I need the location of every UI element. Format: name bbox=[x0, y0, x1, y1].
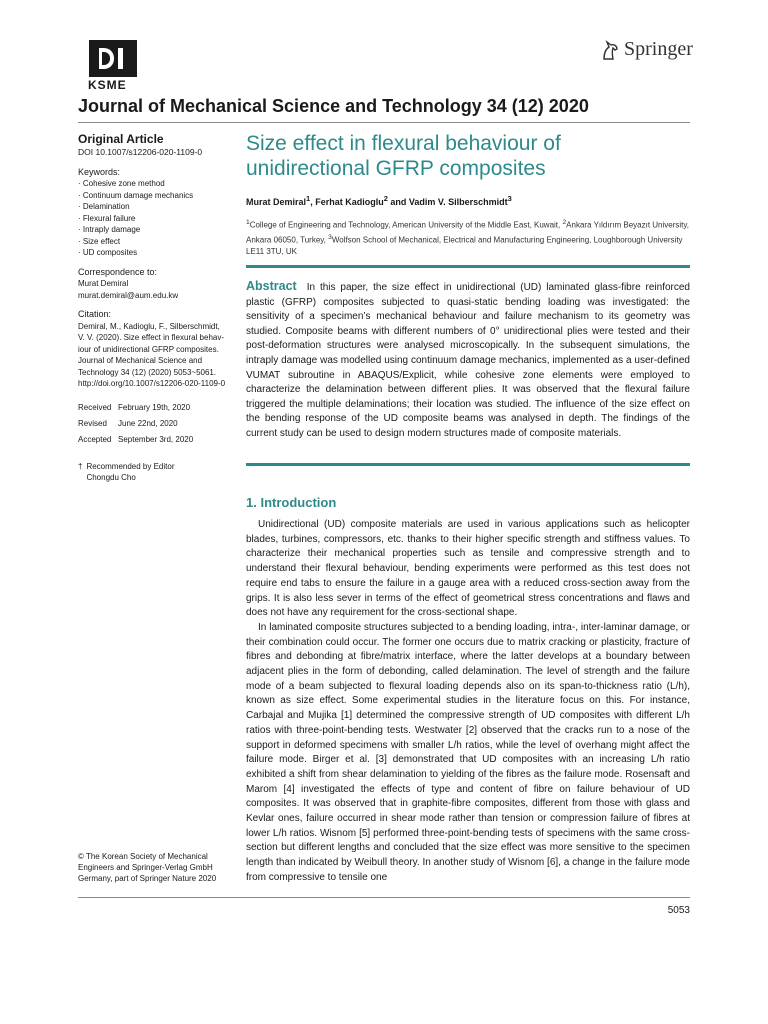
springer-horse-icon bbox=[600, 39, 620, 61]
keyword-item: · Size effect bbox=[78, 236, 121, 246]
abstract-text: In this paper, the size effect in unidirectional (UD) laminated glass-fibre reinforced plastic (GFRP) composites subjected to quasi-static bending loading was investigated: the sensitivity of a specimen’s mechanical behaviour and failure mechanism to its geometry was studied. Composite beams with different numbers of 0° unidirectional plies were tested and their post-deformation structures were analysed microscopically. In the subsequent simulations, the intraply damage was modelled using continuum damage mechanics, implemented as a user-defined VUMAT subroutine in ABAQUS/Explicit, while cohesive zone elements were employed to characterize the delamination between different plies. It was observed that the flexural failure triggered the multiple delaminations; their location was studied. The influence of the size effect on the bending response of the UD composite beams was analysed in depth. The findings of the current study can be used to design modern structures made of composite materials. bbox=[246, 282, 690, 439]
abstract-bottom-bar bbox=[246, 463, 690, 466]
keyword-item: · UD composites bbox=[78, 248, 138, 257]
correspondence-email[interactable]: murat.demiral@aum.edu.kw bbox=[78, 290, 179, 300]
date-value: June 22nd, 2020 bbox=[118, 418, 178, 428]
date-label: Revised bbox=[78, 418, 107, 428]
keywords-label: Keywords: bbox=[78, 166, 121, 177]
affiliation-mark: 1 bbox=[246, 219, 250, 226]
date-label: Accepted bbox=[78, 434, 112, 444]
date-value: February 19th, 2020 bbox=[118, 402, 191, 412]
copyright-line: © The Korean Society of Mechanical bbox=[78, 852, 208, 861]
affiliation-2: Ankara Yıldırım Beyazıt University, Ankara 06050, Turkey, bbox=[246, 220, 690, 245]
article-dates bbox=[78, 402, 228, 445]
abstract-block bbox=[246, 279, 690, 442]
journal-title: Journal of Mechanical Science and Technology 34 (12) 2020 bbox=[78, 96, 589, 116]
citation-line: Technology 34 (12) (2020) 5053~5061. bbox=[78, 367, 217, 377]
abstract-top-bar bbox=[246, 265, 690, 268]
citation-doi-link[interactable]: http://doi.org/10.1007/s12206-020-1109-0 bbox=[78, 379, 226, 388]
article-title: Size effect in flexural behaviour of unidirectional GFRP composites bbox=[246, 132, 561, 180]
author-affiliation-mark: 1 bbox=[306, 194, 311, 203]
date-value: September 3rd, 2020 bbox=[118, 434, 194, 444]
keyword-item: · Continuum damage mechanics bbox=[78, 190, 194, 200]
citation-line: V. V. (2020). Size effect in flexural behav- bbox=[78, 333, 225, 342]
copyright-line: Germany, part of Springer Nature 2020 bbox=[78, 874, 217, 883]
affiliation-3: Wolfson School of Mechanical, Electrical and Manufacturing Engineering, Loughborough University LE11 3TU, UK bbox=[246, 235, 683, 257]
keyword-item: · Intraply damage bbox=[78, 225, 141, 234]
ksme-logo-text: KSME bbox=[88, 78, 127, 92]
springer-logo bbox=[600, 38, 693, 61]
affiliation-mark: 2 bbox=[562, 219, 567, 226]
page-number: 5053 bbox=[667, 905, 690, 916]
abstract-heading: Abstract bbox=[246, 279, 297, 293]
citation-line: Demiral, M., Kadioglu, F., Silberschmidt, bbox=[78, 321, 220, 331]
affiliation-mark: 3 bbox=[328, 233, 332, 241]
footer-divider bbox=[78, 897, 690, 898]
ksme-logo bbox=[89, 40, 137, 77]
section-heading: 1. Introduction bbox=[246, 495, 337, 510]
article-type: Original Article bbox=[78, 132, 164, 146]
article-sidebar bbox=[78, 132, 228, 483]
author-name: Ferhat Kadioglu bbox=[315, 197, 384, 207]
publisher-name: Springer bbox=[624, 38, 693, 60]
author-affiliation-mark: 2 bbox=[383, 194, 388, 203]
paragraph: Unidirectional (UD) composite materials are used in various applications such as helicopter blades, turbines, compressors, etc. thanks to their higher specific strength and stiffness values. To characterize their mechanical properties such as tensile and compressive strength and to understand their flexural behaviour, bending experiments were performed as this test does not require end tabs to ensure the failure in a gauge area with a reduced cross-section away from the grips. It is also less sever in terms of the effect of geometrical stress concentrations and flaws and does not have any requirement for the cross-sectional shape. bbox=[246, 519, 690, 619]
citation-label: Citation: bbox=[78, 309, 112, 319]
copyright-notice bbox=[78, 851, 228, 884]
recommended-editor: Chongdu Cho bbox=[86, 472, 136, 482]
copyright-line: Engineers and Springer-Verlag GmbH bbox=[78, 863, 213, 872]
affiliations bbox=[246, 217, 690, 258]
paragraph: In laminated composite structures subjected to a bending loading, intra-, inter-laminar damage, or their combination could occur. The former one occurs due to matrix cracking or plasticity, fracture of fibres and debonding at fibre/matrix interface, where the latter develops at a boundary between adjacent plies in the form of debonding, called delamination. The level of strength and the failure mode of a beam subjected to flexural loading depends also on its span-to-thickness ratio (L/h), known as size effect. Some experimental studies in the literature focus on this. For instance, Carbajal and Mujika [1] determined the compressive strength of UD composites with different L/h ratios with three-point-bending tests. Westwater [2] observed that the cracks run to a nose of the support in deformed specimens with smaller L/h ratios, while the level of overhang might affect the failure mode. Birger et al. [3] demonstrated that UD composites with an increasing L/h ratio exhibited a shift from shear delamination to yielding of the fibres as the failure mode. Rosensaft and Marom [4] investigated the effects of type and content of fibre on failure behaviour of UD composites. It was observed that in graphite-fibre composites, different from those with glass and Kevlar ones, failure occurred in shear mode rather than tension or compression failure of fibres at lower L/h ratios. Wisnom [5] performed three-point-bending tests of specimens with the same cross-section but different lengths and concluded that the size effect was more sensitive to the specimen length than indicated by Weibull theory. In another study of Wisnom [6], a change in the failure mode from compressive to tensile one bbox=[246, 621, 690, 883]
introduction-body bbox=[246, 518, 690, 886]
author-separator: and bbox=[387, 197, 409, 207]
author-name: Murat Demiral bbox=[246, 197, 307, 207]
author-name: Vadim V. Silberschmidt bbox=[408, 197, 508, 207]
date-label: Received bbox=[78, 402, 112, 412]
correspondence-label: Correspondence to: bbox=[78, 266, 158, 277]
keyword-item: · Cohesive zone method bbox=[78, 179, 165, 188]
author-list bbox=[246, 194, 512, 207]
recommended-by bbox=[78, 461, 228, 483]
author-separator: , bbox=[310, 197, 316, 207]
author-affiliation-mark: 3 bbox=[507, 194, 512, 203]
keyword-item: · Flexural failure bbox=[78, 213, 136, 223]
recommended-line: Recommended by Editor bbox=[86, 461, 175, 471]
citation-line: Journal of Mechanical Science and bbox=[78, 356, 203, 365]
citation-line: iour of unidirectional GFRP composites. bbox=[78, 344, 219, 354]
header-divider bbox=[78, 122, 690, 123]
keyword-item: · Delamination bbox=[78, 202, 130, 211]
correspondence-name: Murat Demiral bbox=[78, 279, 129, 288]
affiliation-1: College of Engineering and Technology, American University of the Middle East, Kuwait, bbox=[249, 220, 563, 230]
dagger-mark: † bbox=[78, 461, 83, 471]
doi[interactable]: DOI 10.1007/s12206-020-1109-0 bbox=[78, 147, 203, 157]
